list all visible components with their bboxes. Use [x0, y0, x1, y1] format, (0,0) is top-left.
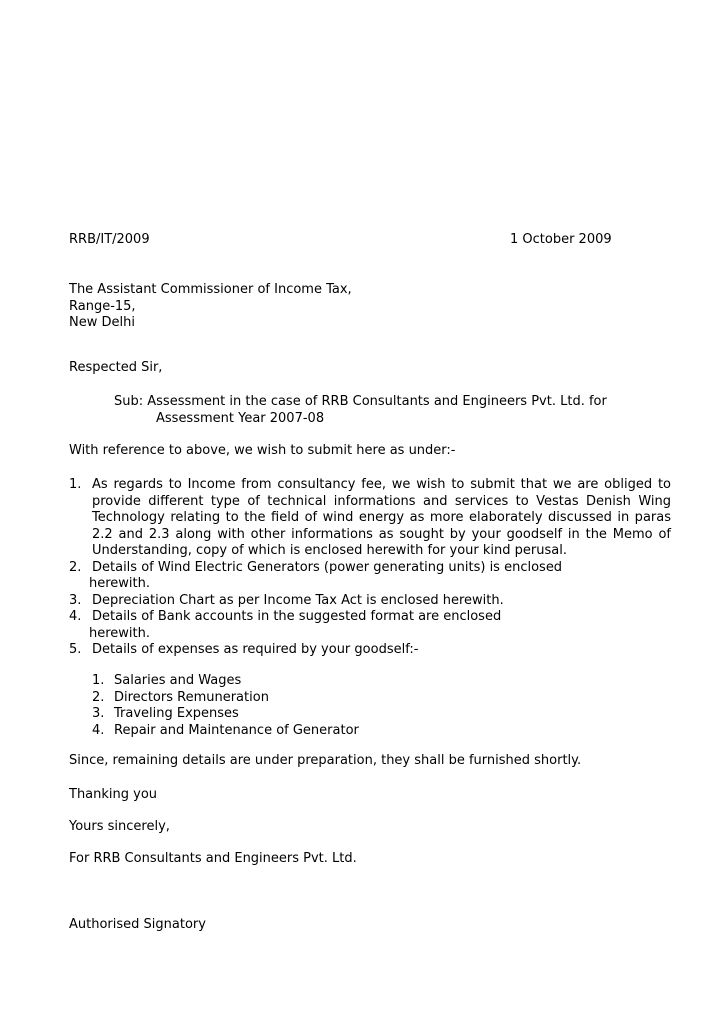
point-number: 3. — [69, 592, 82, 608]
thanks-text: Thanking you — [69, 787, 158, 802]
closing-text: Since, remaining details are under preparation, they shall be furnished shortly. — [69, 753, 582, 768]
expense-label: Traveling Expenses — [114, 706, 239, 721]
expense-item — [92, 706, 359, 723]
expense-number: 2. — [92, 689, 105, 705]
expense-list — [92, 673, 359, 739]
intro-text: With reference to above, we wish to submit here as under:- — [69, 443, 456, 458]
subject-line: Assessment Year 2007-08 — [156, 410, 325, 426]
point-text: As regards to Income from consultancy fee, we wish to submit that we are obliged to provide different type of technical informations and services to Vestas Denish Wing Technology relating to the field of wind energy as more elaborately discussed in paras 2.2 and 2.3 along with other informations as sought by your goodself in the Memo of Understanding, copy of which is enclosed herewith for your kind perusal. — [92, 477, 671, 558]
recipient-line: New Delhi — [69, 315, 135, 330]
point-text: herewith. — [89, 625, 151, 641]
point-text: Details of Wind Electric Generators (power generating units) is enclosed — [92, 559, 563, 575]
signatory: Authorised Signatory — [69, 917, 206, 932]
point-item — [69, 609, 671, 642]
expense-label: Salaries and Wages — [114, 673, 242, 688]
sign-off: Yours sincerely, — [69, 819, 170, 834]
point-item — [69, 477, 671, 560]
point-item — [69, 642, 671, 659]
salutation: Respected Sir, — [69, 360, 163, 375]
expense-item — [92, 673, 359, 690]
expense-label: Repair and Maintenance of Generator — [114, 722, 359, 738]
point-item — [69, 593, 671, 610]
point-number: 5. — [69, 642, 82, 657]
expense-item — [92, 690, 359, 707]
expense-number: 3. — [92, 706, 105, 721]
expense-label: Directors Remuneration — [114, 689, 269, 705]
point-number: 1. — [69, 477, 82, 492]
recipient-line: The Assistant Commissioner of Income Tax, — [69, 282, 352, 297]
point-number: 4. — [69, 609, 82, 624]
company-line: For RRB Consultants and Engineers Pvt. Ltd. — [69, 851, 357, 866]
point-text: Details of Bank accounts in the suggested format are enclosed — [92, 609, 502, 624]
point-item — [69, 560, 671, 593]
point-number: 2. — [69, 559, 82, 575]
recipient-line: Range-15, — [69, 298, 136, 314]
point-text: herewith. — [89, 576, 151, 591]
point-text: Depreciation Chart as per Income Tax Act is enclosed herewith. — [92, 592, 504, 608]
subject-line: Sub: Assessment in the case of RRB Consultants and Engineers Pvt. Ltd. for — [114, 394, 607, 409]
point-text: Details of expenses as required by your goodself:- — [92, 642, 419, 657]
recipient-address — [69, 282, 352, 332]
letter-date: 1 October 2009 — [510, 232, 612, 247]
expense-number: 4. — [92, 722, 105, 738]
reference-number: RRB/IT/2009 — [69, 232, 150, 247]
expense-item — [92, 723, 359, 740]
expense-number: 1. — [92, 673, 105, 688]
numbered-points — [69, 477, 671, 659]
subject — [114, 394, 607, 427]
